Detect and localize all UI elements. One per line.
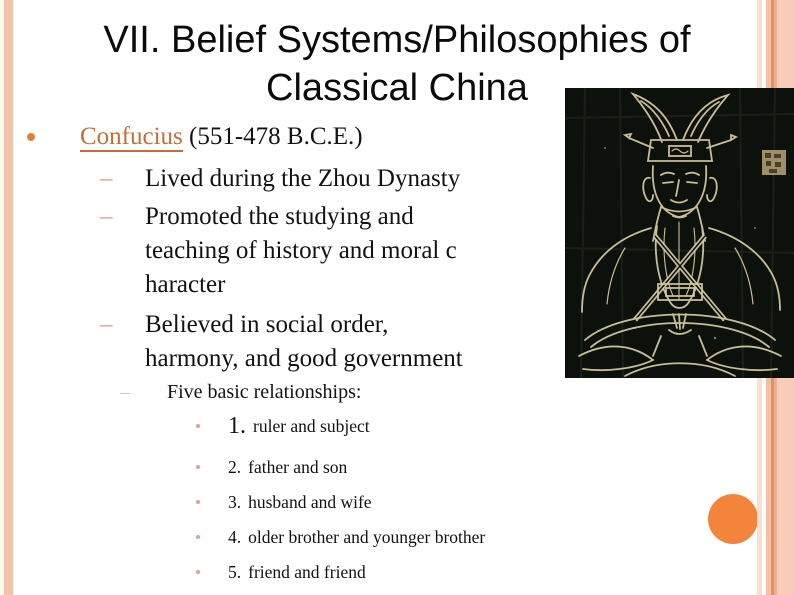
believed-text: Believed in social order, harmony, and good government <box>145 311 463 372</box>
page-title <box>0 16 794 112</box>
relationship-number: 5. <box>228 562 242 582</box>
promoted-text: Promoted the studying and teaching of history and moral c haracter <box>145 203 457 298</box>
title-line-1: VII. Belief Systems/Philosophies of <box>103 19 691 61</box>
small-dot-bullet-icon <box>196 500 200 504</box>
list-item-relationship-5 <box>196 561 366 584</box>
dash-bullet-icon: – <box>120 381 130 403</box>
relationship-text: husband and wife <box>248 492 372 512</box>
confucius-link[interactable]: Confucius <box>80 123 183 150</box>
small-dot-bullet-icon <box>196 570 200 574</box>
lived-text: Lived during the Zhou Dynasty <box>145 165 461 192</box>
confucius-heading <box>80 121 363 153</box>
orange-accent-circle <box>708 494 758 544</box>
relationship-text: father and son <box>248 457 348 477</box>
relationship-text: ruler and subject <box>253 416 370 436</box>
dash-bullet-icon: – <box>100 203 113 230</box>
bullet-dot-icon <box>27 133 35 141</box>
small-dot-bullet-icon <box>196 465 200 469</box>
title-line-2: Classical China <box>266 67 528 109</box>
relationship-number: 4. <box>228 527 242 547</box>
dash-bullet-icon: – <box>100 165 113 192</box>
confucius-dates: (551-478 B.C.E.) <box>182 123 363 150</box>
list-item-relationship-3 <box>196 491 372 514</box>
relationship-number: 1. <box>228 413 246 439</box>
list-item-relationship-1 <box>196 415 370 438</box>
relationship-number: 3. <box>228 492 242 512</box>
list-item-lived <box>100 162 460 196</box>
list-item-relationship-4 <box>196 526 485 549</box>
relationship-number: 2. <box>228 457 242 477</box>
dash-bullet-icon: – <box>100 311 113 338</box>
relationship-text: friend and friend <box>248 562 366 582</box>
relationship-text: older brother and younger brother <box>248 527 486 547</box>
relationships-header: Five basic relationships: <box>167 381 362 403</box>
small-dot-bullet-icon <box>196 424 200 428</box>
list-item-promoted <box>100 200 457 302</box>
list-item-believed <box>100 308 463 376</box>
confucius-portrait-image <box>565 88 794 378</box>
list-item-relationship-2 <box>196 456 347 479</box>
list-item-relationships-header <box>120 379 361 405</box>
list-item-confucius <box>27 121 363 153</box>
small-dot-bullet-icon <box>196 535 200 539</box>
